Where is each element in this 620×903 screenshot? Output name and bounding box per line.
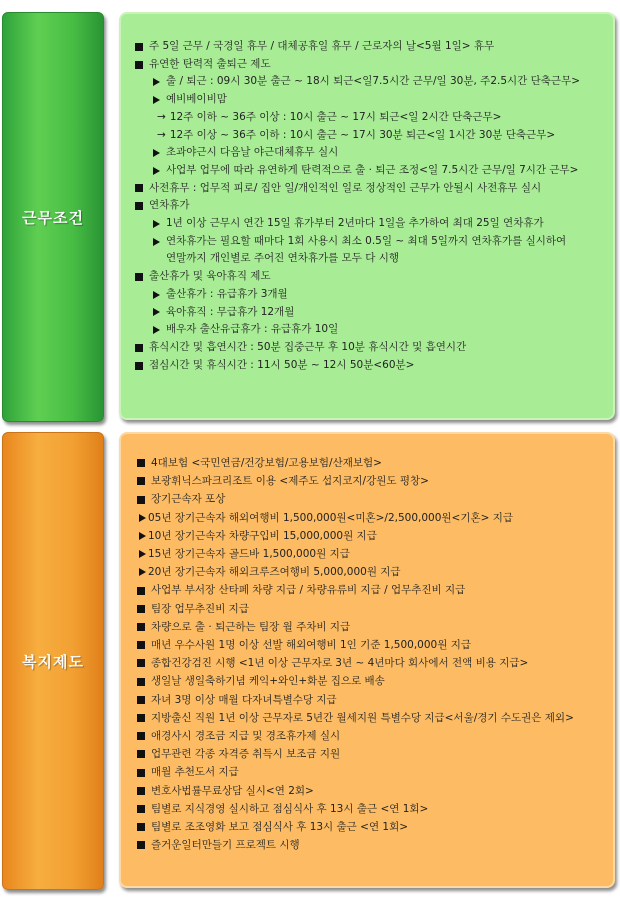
list-item-text: 팀장 업무추진비 지급: [151, 602, 249, 615]
welfare-panel: [119, 432, 615, 888]
square-bullet-icon: [137, 841, 145, 849]
list-item-text: 10년 장기근속자 차량구입비 15,000,000원 지급: [148, 529, 377, 542]
list-item: [135, 38, 613, 56]
list-item: [137, 836, 613, 854]
list-item: [135, 109, 613, 127]
list-item: [135, 286, 613, 304]
list-item-text: 주 5일 근무 / 국경일 휴무 / 대체공휴일 휴무 / 근로자의 날<5월 1일> 휴무: [149, 40, 495, 52]
list-item-text: 팀별로 지식경영 실시하고 점심식사 후 13시 출근 <연 1회>: [151, 802, 429, 815]
square-bullet-icon: [137, 805, 145, 813]
triangle-bullet-icon: [139, 568, 146, 576]
list-item-text: 매월 추천도서 지급: [151, 766, 239, 779]
triangle-bullet-icon: [139, 550, 146, 558]
triangle-bullet-icon: [153, 238, 160, 246]
square-bullet-icon: [137, 623, 145, 631]
list-item: [137, 563, 613, 581]
square-bullet-icon: [137, 732, 145, 740]
square-bullet-icon: [137, 605, 145, 613]
triangle-bullet-icon: [153, 326, 160, 334]
square-bullet-icon: [137, 459, 145, 467]
triangle-bullet-icon: [153, 78, 160, 86]
list-item: [137, 636, 613, 654]
list-item-text: 15년 장기근속자 골드바 1,500,000원 지급: [148, 548, 350, 561]
list-item: [135, 339, 613, 357]
list-item-text: 연차휴가: [149, 199, 190, 212]
square-bullet-icon: [135, 61, 143, 69]
list-item: [137, 581, 613, 599]
list-item: [137, 618, 613, 636]
list-item-text: 생일날 생일축하기념 케익+와인+화분 집으로 배송: [151, 675, 385, 688]
welfare-label-text: 복지제도: [22, 652, 84, 671]
list-item: [137, 509, 613, 527]
list-item: [137, 727, 613, 745]
list-item-text: 연말까지 개인별로 주어진 연차휴가를 모두 다 시행: [166, 252, 400, 265]
triangle-bullet-icon: [139, 514, 146, 522]
list-item-text: 종합건강검진 시행 <1년 이상 근무자로 3년 ~ 4년마다 회사에서 전액 비용 지급>: [151, 657, 529, 670]
list-item: [135, 162, 613, 180]
list-item: [135, 250, 613, 268]
list-item: [135, 321, 613, 339]
work-conditions-label: [2, 12, 104, 422]
list-item-text: 매년 우수사원 1명 이상 선발 해외여행비 1인 기준 1,500,000원 지급: [151, 639, 471, 652]
list-item-text: 차량으로 출 · 퇴근하는 팀장 월 주차비 지급: [151, 620, 351, 633]
triangle-bullet-icon: [153, 220, 160, 228]
list-item: [135, 180, 613, 198]
list-item-text: 장기근속자 포상: [151, 493, 226, 506]
list-item-text: 즐거운일터만들기 프로젝트 시행: [151, 839, 300, 852]
list-item-text: 애경사시 경조금 지급 및 경조휴가제 실시: [151, 730, 341, 743]
list-item-text: 12주 이하 ~ 36주 이상 : 10시 출근 ~ 17시 퇴근<일 2시간 단축근무>: [169, 110, 502, 123]
list-item-text: 4대보험 <국민연금/건강보험/고용보험/산재보험>: [151, 457, 382, 469]
list-item: [135, 56, 613, 74]
work-conditions-panel: [119, 12, 615, 420]
square-bullet-icon: [137, 587, 145, 595]
list-item-text: 업무관련 각종 자격증 취득시 보조금 지원: [151, 748, 341, 761]
triangle-bullet-icon: [153, 149, 160, 157]
list-item-text: 20년 장기근속자 해외크루즈여행비 5,000,000원 지급: [148, 566, 401, 579]
list-item: [137, 800, 613, 818]
list-item: [137, 654, 613, 672]
triangle-bullet-icon: [153, 167, 160, 175]
list-item-text: 배우자 출산유급휴가 : 유급휴가 10일: [166, 323, 339, 336]
square-bullet-icon: [135, 344, 143, 352]
list-item: [135, 215, 613, 233]
square-bullet-icon: [137, 714, 145, 722]
square-bullet-icon: [135, 202, 143, 210]
list-item-text: 사업부 부서장 산타페 차량 지급 / 차량유류비 지급 / 업무추진비 지급: [151, 584, 466, 597]
triangle-bullet-icon: [153, 96, 160, 104]
list-item: [135, 144, 613, 162]
list-item-text: 자녀 3명 이상 매월 다자녀특별수당 지급: [151, 693, 337, 706]
square-bullet-icon: [137, 678, 145, 686]
square-bullet-icon: [135, 362, 143, 370]
square-bullet-icon: [137, 823, 145, 831]
list-item: [137, 709, 613, 727]
list-item: [137, 527, 613, 545]
list-item: [137, 545, 613, 563]
list-item: [137, 745, 613, 763]
list-item-text: 1년 이상 근무시 연간 15일 휴가부터 2년마다 1일을 추가하여 최대 25일 연차휴가: [166, 217, 544, 230]
work-conditions-label-text: 근무조건: [22, 208, 84, 227]
list-item-text: 점심시간 및 휴식시간 : 11시 50분 ~ 12시 50분<60분>: [149, 358, 415, 371]
list-item-text: 지방출신 직원 1년 이상 근무자로 5년간 월세지원 특별수당 지급<서울/경기 수도권은 제외>: [151, 711, 574, 724]
square-bullet-icon: [137, 659, 145, 667]
list-item: [135, 304, 613, 322]
square-bullet-icon: [135, 184, 143, 192]
list-item-text: 출산휴가 및 육아휴직 제도: [149, 270, 271, 283]
list-item: [137, 763, 613, 781]
list-item-text: 12주 이상 ~ 36주 이하 : 10시 출근 ~ 17시 30분 퇴근<일 1시간 30분 단축근무>: [169, 128, 556, 141]
triangle-bullet-icon: [153, 308, 160, 316]
square-bullet-icon: [137, 496, 145, 504]
list-item-text: 출 / 퇴근 : 09시 30분 출근 ~ 18시 퇴근<일7.5시간 근무/일 30분, 주2.5시간 단축근무>: [166, 75, 581, 88]
square-bullet-icon: [137, 787, 145, 795]
list-item-text: 출산휴가 : 유급휴가 3개월: [166, 287, 288, 300]
list-item: [137, 691, 613, 709]
list-item-text: 휴식시간 및 흡연시간 : 50분 집중근무 후 10분 휴식시간 및 흡연시간: [149, 340, 467, 353]
list-item: [137, 454, 613, 472]
list-item-text: 사업부 업무에 따라 유연하게 탄력적으로 출 · 퇴근 조정<일 7.5시간 근무/일 7시간 근무>: [166, 163, 579, 176]
triangle-bullet-icon: [139, 532, 146, 540]
square-bullet-icon: [135, 43, 143, 51]
list-item-text: 초과야근시 다음날 야근대체휴무 실시: [166, 146, 339, 159]
list-item: [137, 672, 613, 690]
triangle-bullet-icon: [153, 291, 160, 299]
list-item: [137, 600, 613, 618]
list-item: [135, 233, 613, 251]
square-bullet-icon: [137, 750, 145, 758]
list-item: [135, 357, 613, 375]
square-bullet-icon: [135, 273, 143, 281]
list-item: [137, 782, 613, 800]
list-item: [137, 490, 613, 508]
square-bullet-icon: [137, 641, 145, 649]
arrow-bullet-icon: →: [157, 128, 166, 141]
square-bullet-icon: [137, 769, 145, 777]
list-item: [135, 197, 613, 215]
list-item: [135, 268, 613, 286]
welfare-label: [2, 432, 104, 890]
list-item-text: 연차휴가는 필요할 때마다 1회 사용시 최소 0.5일 ~ 최대 5일까지 연차휴가를 실시하여: [166, 234, 567, 247]
list-item-text: 05년 장기근속자 해외여행비 1,500,000원<미혼>/2,500,000원<기혼> 지급: [148, 511, 514, 524]
list-item: [137, 818, 613, 836]
list-item-text: 유연한 탄력적 출퇴근 제도: [149, 57, 271, 70]
list-item: [135, 127, 613, 145]
list-item-text: 예비베이비맘: [166, 93, 227, 106]
square-bullet-icon: [137, 696, 145, 704]
square-bullet-icon: [137, 477, 145, 485]
list-item-text: 변호사법률무료상담 실시<연 2회>: [151, 784, 314, 797]
list-item-text: 육아휴직 : 무급휴가 12개월: [166, 305, 295, 318]
list-item: [137, 472, 613, 490]
arrow-bullet-icon: →: [157, 110, 166, 123]
list-item-text: 팀별로 조조영화 보고 점심식사 후 13시 출근 <연 1회>: [151, 821, 409, 834]
list-item-text: 사전휴무 : 업무적 피로/ 집안 일/개인적인 일로 정상적인 근무가 안될시 사전휴무 실시: [149, 181, 542, 194]
list-item-text: 보광휘닉스파크리조트 이용 <제주도 섭지코지/강원도 평창>: [151, 475, 429, 488]
list-item: [135, 73, 613, 91]
list-item: [135, 91, 613, 109]
